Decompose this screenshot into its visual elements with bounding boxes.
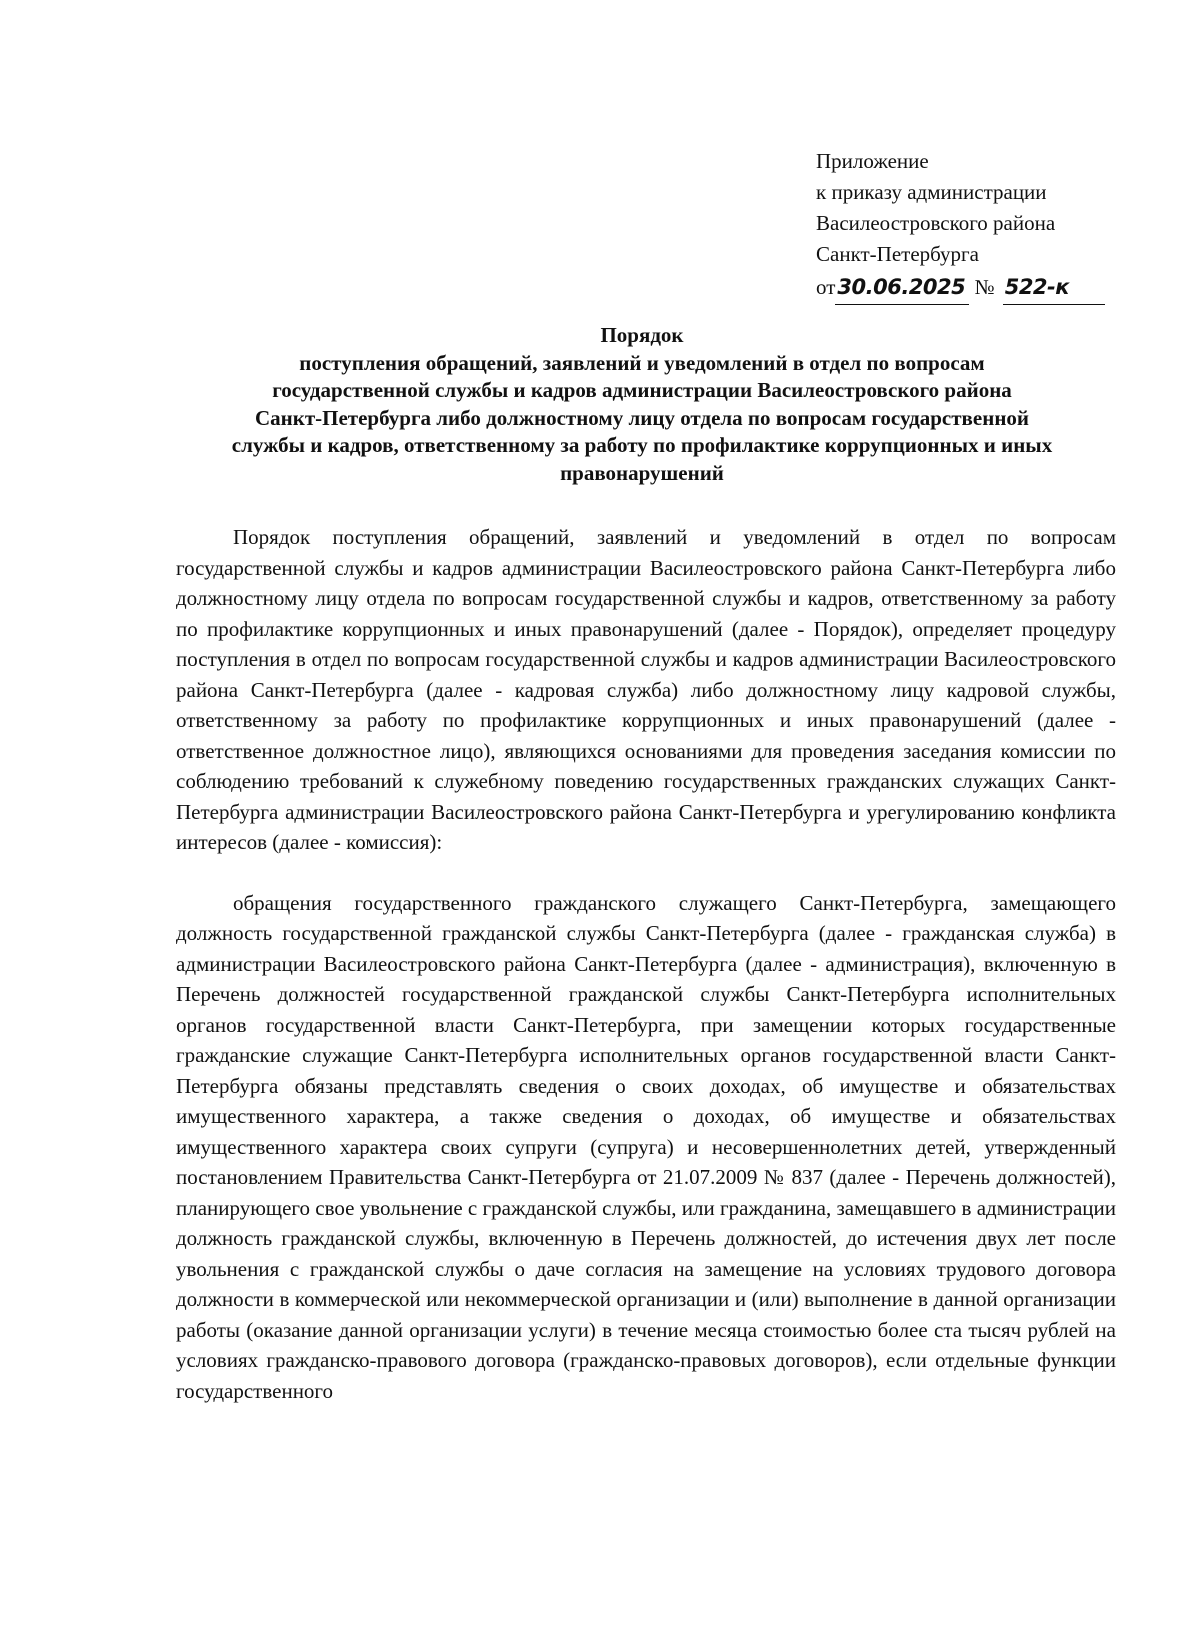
title-line-2: поступления обращений, заявлений и уведомлений в отдел по вопросам bbox=[299, 350, 985, 375]
title-line-1: Порядок bbox=[600, 323, 684, 347]
title-line-4: Санкт-Петербурга либо должностному лицу отдела по вопросам государственной bbox=[254, 405, 1030, 430]
handwritten-order-number: 522-к bbox=[1003, 272, 1105, 305]
annex-order-reference: к приказу администрации bbox=[816, 180, 1047, 204]
annex-date-number-line bbox=[816, 272, 1176, 305]
title-line-3: государственной службы и кадров администрации Василеостровского района bbox=[272, 378, 1012, 402]
number-prefix: № bbox=[974, 275, 995, 299]
title-line-5: службы и кадров, ответственному за работу по профилактике коррупционных и иных bbox=[231, 433, 1053, 457]
body-paragraph-1: Порядок поступления обращений, заявлений и уведомлений в отдел по вопросам государственной службы и кадров администрации Василеостровского района Санкт-Петербурга либо должностному лицу отдела по вопросам государственной службы и кадров, ответственному за работу по профилактике коррупционных и иных правонарушений (далее - Порядок), определяет процедуру поступления в отдел по вопросам государственной службы и кадров администрации Василеостровского района Санкт-Петербурга (далее - кадровая служба) либо должностному лицу кадровой службы, ответственному за работу по профилактике коррупционных и иных правонарушений (далее - ответственное должностное лицо), являющихся основаниями для проведения заседания комиссии по соблюдению требований к служебному поведению государственных гражданских служащих Санкт-Петербурга администрации Василеостровского района Санкт-Петербурга и урегулированию конфликта интересов (далее - комиссия): bbox=[176, 525, 1116, 854]
annex-title: Приложение bbox=[816, 149, 929, 173]
document-body bbox=[176, 522, 1116, 1406]
annex-district: Василеостровского района bbox=[816, 211, 1056, 235]
handwritten-date: 30.06.2025 bbox=[835, 272, 969, 305]
body-paragraph-2: обращения государственного гражданского служащего Санкт-Петербурга, замещающего должность государственной гражданской службы Санкт-Петербурга (далее - гражданская служба) в администрации Василеостровского района Санкт-Петербурга (далее - администрация), включенную в Перечень должностей государственной гражданской службы Санкт-Петербурга исполнительных органов государственной власти Санкт-Петербурга, при замещении которых государственные гражданские служащие Санкт-Петербурга исполнительных органов государственной власти Санкт-Петербурга обязаны представлять сведения о своих доходах, об имуществе и обязательствах имущественного характера, а также сведения о доходах, об имуществе и обязательствах имущественного характера своих супруги (супруга) и несовершеннолетних детей, утвержденный постановлением Правительства Санкт-Петербурга от 21.07.2009 № 837 (далее - Перечень должностей), планирующего свое увольнение с гражданской службы, или гражданина, замещавшего в администрации должность гражданской службы, включенную в Перечень должностей, до истечения двух лет после увольнения с гражданской службы о даче согласия на замещение на условиях трудового договора должности в коммерческой или некоммерческой организации и (или) выполнение в данной организации работы (оказание данной организации услуги) в течение месяца стоимостью более ста тысяч рублей на условиях гражданско-правового договора (гражданско-правовых договоров), если отдельные функции государственного bbox=[176, 890, 1116, 1403]
document-title bbox=[170, 322, 1114, 487]
title-line-6: правонарушений bbox=[560, 460, 724, 485]
annex-city: Санкт-Петербурга bbox=[816, 242, 979, 266]
annex-header bbox=[816, 146, 1176, 305]
date-prefix: от bbox=[816, 275, 836, 299]
